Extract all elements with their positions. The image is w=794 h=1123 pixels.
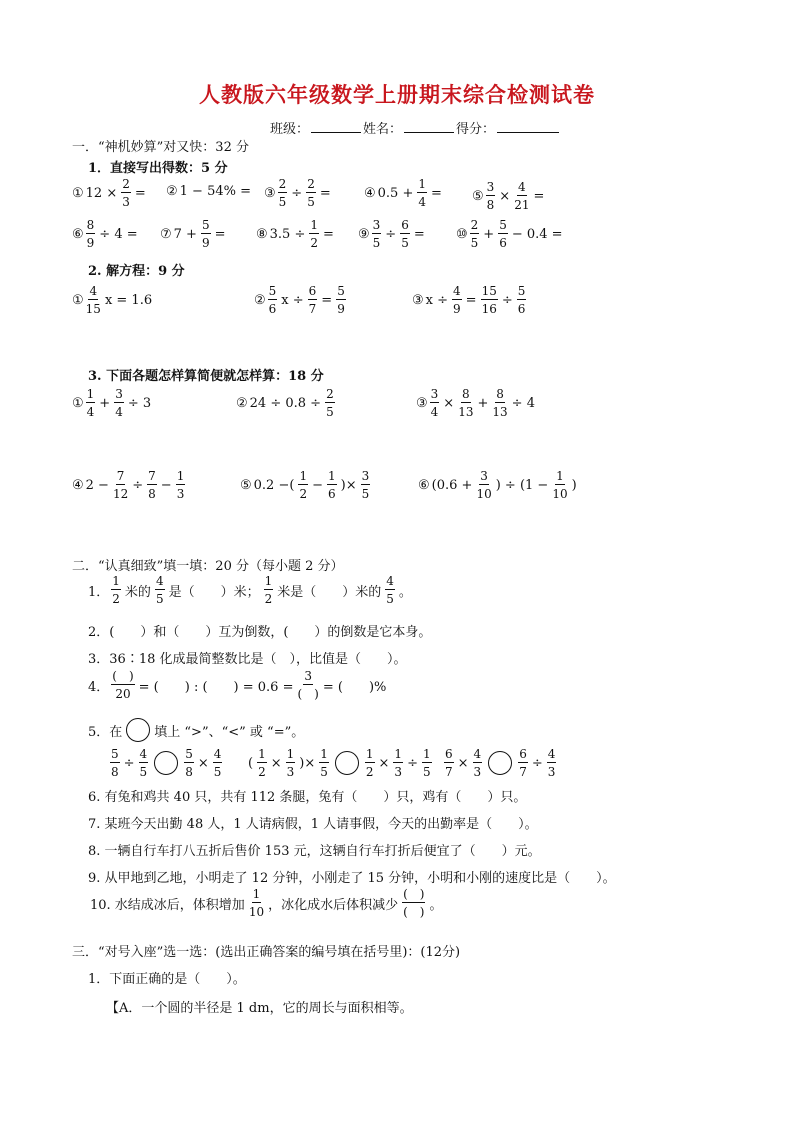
calc-item-8: ⑧ 3.5 ÷ $\frac{1}{2}$ = [256, 218, 334, 250]
fill-q6: 6. 有兔和鸡共 40 只，共有 112 条腿，兔有（ ）只，鸡有（ ）只。 [88, 790, 527, 805]
compare-circle-1[interactable] [154, 751, 178, 775]
simplify-2: ② 24 ÷ 0.8 ÷ $\frac{2}{5}$ [236, 387, 334, 419]
part1-heading: 1．直接写出得数：5 分 [88, 161, 228, 176]
simplify-3: ③ $\frac{3}{4}$ × $\frac{8}{13}$ + $\frac{8}{13}$ ÷ 4 [416, 387, 535, 419]
fill-q1: 1． $\frac{1}{2}$ 米的 $\frac{4}{5}$ 是（ ）米； $\frac{1}{2}$ 米是（ ）米的 $\frac{4}{5}$ 。 [88, 574, 412, 606]
equation-3: ③ x ÷ $\frac{4}{9}$ = $\frac{15}{16}$ ÷ $\frac{5}{6}$ [412, 284, 526, 316]
fill-q5: 5．在 填上 “>”、“<” 或 “=”。 [88, 718, 304, 742]
compare-1: $\frac{5}{8}$ ÷ $\frac{4}{5}$ $\frac{5}{8}$ × $\frac{4}{5}$ [111, 747, 222, 779]
calc-item-6: ⑥ $\frac{8}{9}$ ÷ 4 = [72, 218, 138, 250]
compare-circle-3[interactable] [488, 751, 512, 775]
choice-q1-option-a: 【A．一个圆的半径是 1 dm，它的周长与面积相等。 [106, 1001, 413, 1016]
fill-q10: 10. 水结成冰后，体积增加 $\frac{1}{10}$ ，冰化成水后体积减少 $\frac{( )}{( )}$ 。 [90, 887, 443, 919]
fraction: $\frac{2}{3}$ [122, 177, 130, 209]
score-field[interactable] [497, 120, 559, 133]
class-field[interactable] [311, 120, 361, 133]
section2-heading: 二．“认真细致”填一填：20 分（每小题 2 分） [72, 559, 344, 574]
calc-item-3: ③ $\frac{2}{5}$ ÷ $\frac{2}{5}$ = [264, 177, 331, 209]
compare-2: ( $\frac{1}{2}$ × $\frac{1}{3}$ )× $\frac{1}{5}$ $\frac{1}{2}$ × $\frac{1}{3}$ ÷ $\frac{1}{5}$ [248, 747, 431, 779]
score-label: 得分： [456, 122, 496, 137]
calc-item-9: ⑨ $\frac{3}{5}$ ÷ $\frac{6}{5}$ = [358, 218, 425, 250]
simplify-1: ① $\frac{1}{4}$ + $\frac{3}{4}$ ÷ 3 [72, 387, 152, 419]
student-info-line [270, 120, 561, 136]
equation-1: ① $\frac{4}{15}$ x = 1.6 [72, 284, 153, 316]
calc-item-2: ② 1 − 54% = [166, 184, 252, 199]
part2-heading: 2. 解方程：9 分 [88, 264, 185, 279]
fill-q3: 3．36∶18 化成最简整数比是（ ），比值是（ ）。 [88, 652, 407, 667]
calc-item-10: ⑩ $\frac{2}{5}$ + $\frac{5}{6}$ − 0.4 = [456, 218, 563, 250]
fill-q4: 4． $\frac{( )}{20}$ = ( ) : ( ) = 0.6 = $\frac{3}{( )}$ = ( )% [88, 669, 387, 701]
compare-3: $\frac{6}{7}$ × $\frac{4}{3}$ $\frac{6}{7}$ ÷ $\frac{4}{3}$ [445, 747, 556, 779]
calc-item-5: ⑤ $\frac{3}{8}$ × $\frac{4}{21}$ = [472, 180, 545, 212]
page-title: 人教版六年级数学上册期末综合检测试卷 [199, 82, 595, 107]
class-label: 班级： [270, 122, 310, 137]
fill-q8: 8. 一辆自行车打八五折后售价 153 元，这辆自行车打折后便宜了（ ）元。 [88, 844, 541, 859]
simplify-4: ④ 2 − $\frac{7}{12}$ ÷ $\frac{7}{8}$ − $\frac{1}{3}$ [72, 469, 185, 501]
part3-heading: 3. 下面各题怎样算简便就怎样算：18 分 [88, 369, 324, 384]
section1-heading: 一．“神机妙算”对又快：32 分 [72, 140, 249, 155]
simplify-5: ⑤ 0.2 −( $\frac{1}{2}$ − $\frac{1}{6}$ )× $\frac{3}{5}$ [240, 469, 370, 501]
fill-q9: 9. 从甲地到乙地，小明走了 12 分钟，小刚走了 15 分钟，小明和小刚的速度比是（ ）。 [88, 871, 616, 886]
compare-circle-2[interactable] [335, 751, 359, 775]
choice-q1: 1．下面正确的是（ ）。 [88, 972, 246, 987]
calc-item-7: ⑦ 7 + $\frac{5}{9}$ = [160, 218, 226, 250]
simplify-6: ⑥ (0.6 + $\frac{3}{10}$ ) ÷ (1 − $\frac{1}{10}$ ) [418, 469, 577, 501]
section3-heading: 三．“对号入座”选一选：(选出正确答案的编号填在括号里)：(12分) [72, 945, 461, 960]
equation-2: ② $\frac{5}{6}$ x ÷ $\frac{6}{7}$ = $\frac{5}{9}$ [254, 284, 345, 316]
name-field[interactable] [404, 120, 454, 133]
name-label: 姓名： [363, 122, 403, 137]
circle-icon [126, 718, 150, 742]
calc-item-1: ① 12 × $\frac{2}{3}$ = [72, 177, 146, 209]
calc-item-4: ④ 0.5 + $\frac{1}{4}$ = [364, 177, 442, 209]
fill-q7: 7. 某班今天出勤 48 人，1 人请病假，1 人请事假，今天的出勤率是（ ）。 [88, 817, 538, 832]
fill-q2: 2．( ）和（ ）互为倒数，( ）的倒数是它本身。 [88, 625, 432, 640]
